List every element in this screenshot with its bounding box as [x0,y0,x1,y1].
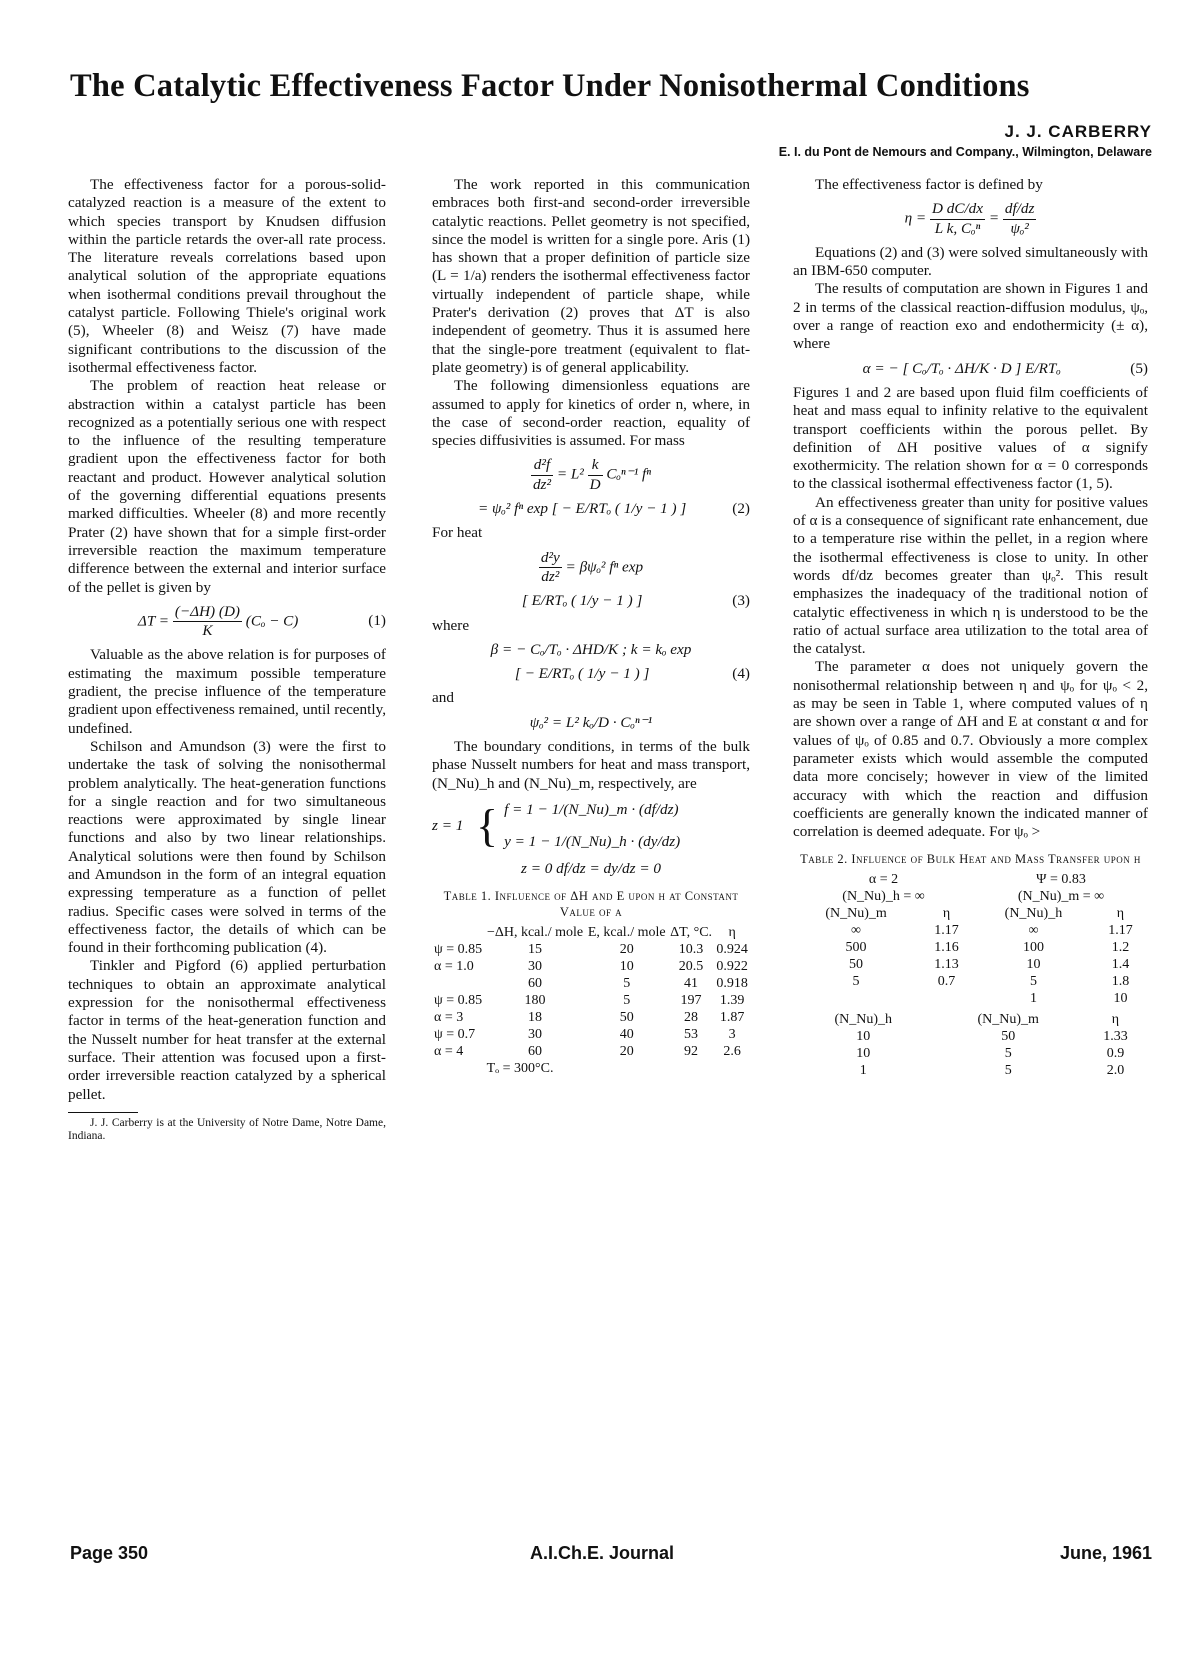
bc-heat: y = 1 − 1/(N_Nu)_h · (dy/dz) [504,833,681,851]
author-affiliation: E. I. du Pont de Nemours and Company., Wilmington, Delaware [778,145,1152,159]
paragraph: Figures 1 and 2 are based upon fluid film coefficients of heat and mass equal to infinity relative to the equivalent transport coefficients within the porous pellet. By definition of ΔH positive values of α signify exothermicity. The relation shown for α = 0 corresponds to the classical isothermal effectiveness factor (1, 5). [793,383,1148,493]
issue-date: June, 1961 [1059,1543,1152,1563]
paragraph: The parameter α does not uniquely govern the nonisothermal relationship between η and ψₒ for ψₒ < 2, as may be seen in Table 1, where computed values of η are shown over a range of ΔH and E at constant α and for values of ψₒ of 0.85 and 0.7. Obviously a more complex parameter exists which would assemble the computed data more concisely; however in view of the limited accuracy with which the reaction and diffusion coefficients are generally known the indicated manner of correlation is deemed adequate. For ψₒ > [793,658,1148,841]
paragraph: Valuable as the above relation is for purposes of estimating the maximum possible temperature gradient, the precise influence of the temperature gradient upon effectiveness remained, until recently, undefined. [68,646,386,737]
table-1-caption: Table 1. Influence of ΔH and E upon η at Constant Value of α [443,888,739,919]
equation-1: ΔT = $\frac{(-\Delta H) (D)}{K}$ (Cₒ − C) (1) [137,602,386,640]
table-row: ψ = 0.85 15 20 10.3 0.924 [434,941,748,957]
table-row: 50 1.13 10 1.4 [849,957,1130,973]
equation-2b: = ψₒ² fⁿ exp [ − E/RTₒ ( 1/y − 1 ) ] (2) [477,500,750,518]
paragraph: The effectiveness factor is defined by [815,176,1043,193]
paragraph: The work reported in this communication embraces both first-and second-order irreversible catalytic reactions. Pellet geometry is not specified, since the model is written for a single pore. Aris (1) has shown that a proper definition of particle size (L = 1/a) renders the isothermal effectiveness factor virtually independent of particle shape, while Prater's derivation (2) proves that ΔT is also independent of geometry. Thus it is assumed here that the single-pore treatment (equivalent to flat-plate geometry) is of general applicability. [432,176,750,376]
author-name: J. J. CARBERRY [1004,122,1152,141]
table-param-row: α = 2 Ψ = 0.83 [868,872,1086,888]
column-3 [793,176,1148,1079]
paragraph: The boundary conditions, in terms of the bulk phase Nusselt numbers for heat and mass transport, (N_Nu)_h and (N_Nu)_m, respectively, are [432,738,750,792]
table-2-part-b [793,1011,1148,1079]
table-param-row: (N_Nu)_h = ∞ (N_Nu)_m = ∞ [842,889,1105,905]
paragraph: Schilson and Amundson (3) were the first to undertake the task of solving the nonisothermal problem analytically. The heat-generation functions for a single reaction and for two simultaneous reactions were approximated by single linear functions and also by two linear relationships. Analytical solutions were then found by Schilson and Amundson in the form of an integral equation expressing temperature as a function of pellet radius. Specific cases were solved in terms of the effectiveness factor, the details of which can be found in their forthcoming publication (4). [68,737,386,957]
equation-4a: β = − Cₒ/Tₒ · ΔHD/K ; k = kₒ exp [490,640,692,658]
boundary-conditions: z = 1 { f = 1 − 1/(N_Nu)_m · (df/dz) y = 1 − 1/(N_Nu)_h · (dy/dz) [432,800,681,852]
paragraph: The problem of reaction heat release or abstraction within a catalyst particle has been recognized as a potentially serious one with respect to the influence of the resulting temperature gradient upon the effectiveness factor for both reactant and product. However analytical solution of the governing differential equations presents marked difficulties. Wheeler (8) and more recently Prater (2) have shown that for a simple first-order irreversible reaction the maximum temperature difference between the external and interior surface of the pellet is given by [68,377,386,596]
table-row: 5 0.7 5 1.8 [852,974,1130,990]
table-row: ψ = 0.7 30 40 53 3 [434,1026,736,1042]
table-1 [432,924,750,1077]
text: and [432,689,454,707]
table-row: ψ = 0.85 180 5 197 1.39 [434,992,745,1008]
equation-psi: ψₒ² = L² kₒ/D · Cₒⁿ⁻¹ [529,713,653,731]
paragraph: The results of computation are shown in Figures 1 and 2 in terms of the classical reaction-diffusion modulus, ψₒ, over a range of reaction exo and endothermicity (± α), where [793,280,1148,353]
paragraph: The effectiveness factor for a porous-solid-catalyzed reaction is a measure of the extent to which species transport by Knudsen diffusion within the particle retards the over-all rate process. The literature reveals correlations based upon analytical solution of the appropriate equations when isothermal conditions prevail throughout the catalyst particle. Following Thiele's original work (5), Wheeler (8) and Weisz (7) have made significant contributions to the discussion of the isothermal effectiveness factor. [68,176,386,376]
table-2-caption: Table 2. Influence of Bulk Heat and Mass Transfer upon η [800,852,1141,867]
equation-4b: [ − E/RTₒ ( 1/y − 1 ) ] (4) [514,665,750,683]
paragraph: Tinkler and Pigford (6) applied perturbation techniques to obtain an approximate analytical expression for the nonisothermal effectiveness factor in terms of the heat-generation function and the Nusselt number for heat transfer at the external surface. Their attention was focused upon a first-order irreversible reaction catalyzed by a spherical pellet. [68,957,386,1103]
table-row: 500 1.16 100 1.2 [845,940,1130,956]
footnote-rule [68,1112,138,1113]
paragraph: Equations (2) and (3) were solved simultaneously with an IBM-650 computer. [793,243,1148,280]
table-note: Tₒ = 300°C. [486,1060,554,1076]
table-header-row: −ΔH, kcal./ mole E, kcal./ mole ΔT, °C. η [486,924,736,940]
table-header-row: (N_Nu)_h (N_Nu)_m η [834,1012,1120,1028]
paragraph: An effectiveness greater than unity for positive values of α is a consequence of significant rate enhancement, due to a temperature rise within the pellet, in a region where the isothermal effectiveness is close to unity. In other words df/dz becomes greater than ψₒ². This result emphasizes the inadequacy of the traditional notion of catalytic effectiveness in which η is understood to be the ratio of actual surface area utilization to the total area of the catalyst. [793,493,1148,658]
paragraph: The following dimensionless equations are assumed to apply for kinetics of order n, where, in the case of second-order reaction, equality of species diffusivities is assumed. For mass [432,377,750,450]
table-row: 60 5 41 0.918 [528,975,748,991]
table-2 [793,871,1148,1007]
footnote: J. J. Carberry is at the University of Notre Dame, Notre Dame, Indiana. [68,1116,386,1142]
table-row: α = 1.0 30 10 20.5 0.922 [434,958,748,974]
equation-3a: $\frac{\text{d²y}}{\text{dz²}}$ = βψₒ² fⁿ exp [540,548,644,585]
bc-mass: f = 1 − 1/(N_Nu)_m · (df/dz) [504,800,679,818]
column-1 [68,176,386,1143]
equation-3b: [ E/RTₒ ( 1/y − 1 ) ] (3) [521,592,750,610]
paper-title: The Catalytic Effectiveness Factor Under Nonisothermal Conditions [70,68,1030,104]
page-number: Page 350 [70,1543,149,1563]
text: where [432,616,470,634]
bc-center: z = 0 df/dz = dy/dz = 0 [520,859,662,877]
journal-name: A.I.Ch.E. Journal [530,1543,675,1563]
equation-2a: $\frac{\text{d²f}}{\text{dz²}}$ = L² $\frac{k}{D}$ Cₒⁿ⁻¹ fⁿ [532,456,652,493]
table-row: ∞ 1.17 ∞ 1.17 [851,923,1133,939]
equation-eta: η = $\frac{\text{D dC/dx}}{\text{L k, Cₒⁿ}}$ = $\frac{df/dz}{\text{ψₒ²}}$ [904,200,1035,237]
column-2 [432,176,750,1077]
equation-5: α = − [ Cₒ/Tₒ · ΔH/K · D ] E/RTₒ (5) [862,359,1148,377]
table-row: 10 50 1.33 [856,1029,1128,1045]
table-row: α = 4 60 20 92 2.6 [434,1043,741,1059]
table-header-row: (N_Nu)_m η (N_Nu)_h η [825,906,1125,922]
text: For heat [432,524,483,542]
table-row: α = 3 18 50 28 1.87 [434,1009,745,1025]
table-row: 1 10 [1029,991,1128,1007]
table-row: 1 5 2.0 [859,1063,1125,1079]
table-row: 10 5 0.9 [856,1046,1125,1062]
